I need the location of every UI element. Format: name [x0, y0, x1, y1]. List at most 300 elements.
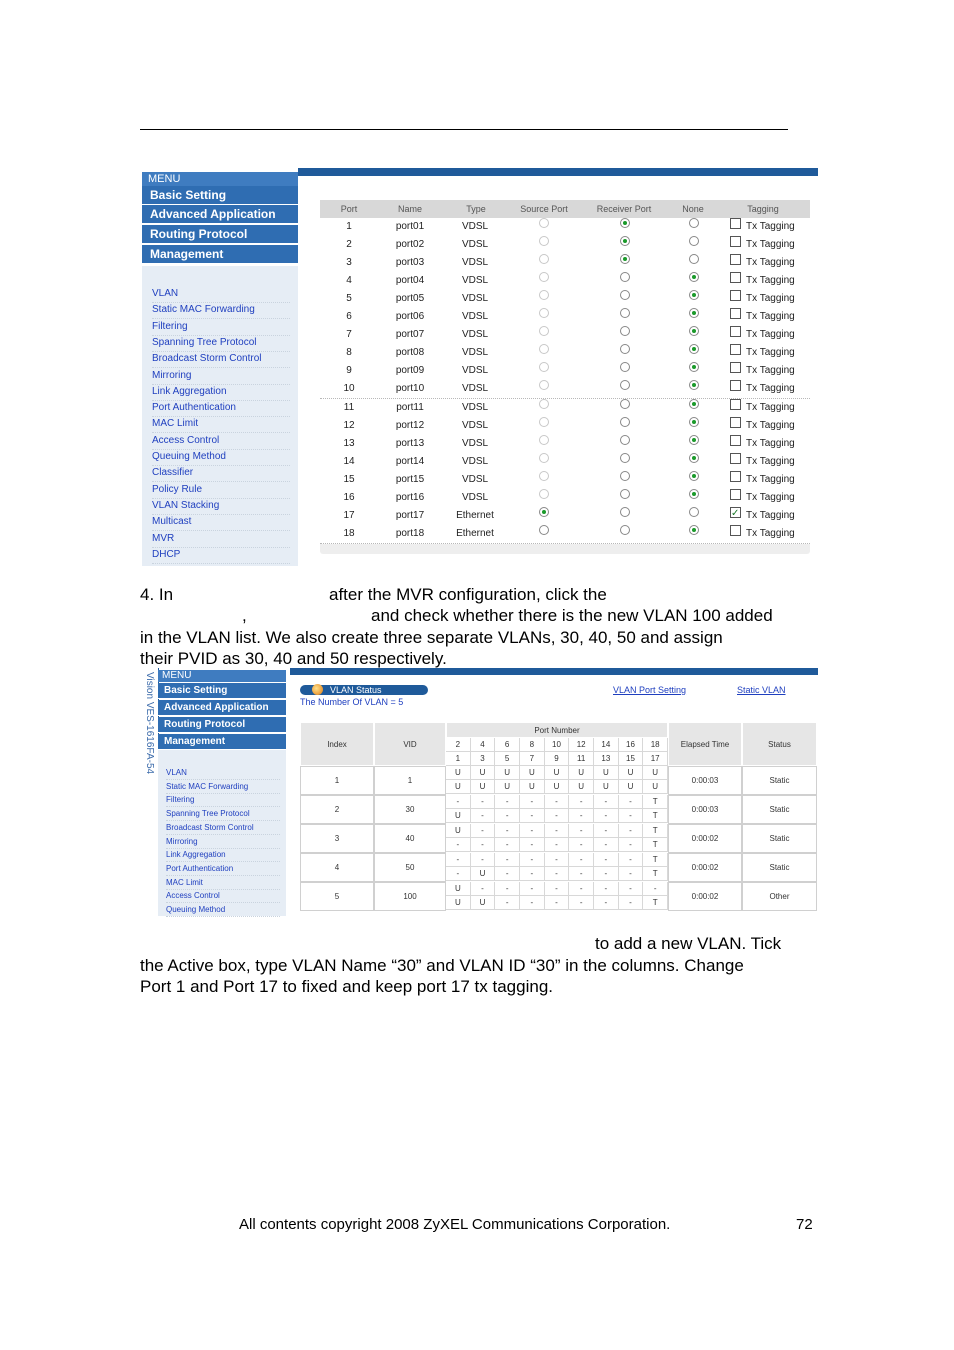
source-port-radio[interactable]: [539, 417, 549, 427]
port-name: port16: [395, 491, 425, 503]
col-status: Status: [742, 722, 817, 766]
port-membership: U: [520, 780, 545, 794]
tx-tagging-checkbox[interactable]: [730, 362, 741, 373]
port-membership: -: [520, 824, 545, 838]
port-type: VDSL: [461, 329, 489, 341]
port-membership: -: [594, 882, 619, 896]
menu-link[interactable]: VLAN Stacking: [152, 498, 290, 515]
port-header-top: 14: [594, 738, 619, 752]
tx-tagging-checkbox[interactable]: [730, 254, 741, 265]
tx-tagging-label: Tx Tagging: [746, 365, 795, 377]
port-membership: -: [569, 838, 594, 852]
port-membership: -: [446, 838, 471, 852]
menu-link[interactable]: Port Authentication: [152, 400, 290, 417]
port-membership: -: [446, 795, 471, 809]
port-membership: -: [545, 882, 570, 896]
menu-link[interactable]: Classifier: [152, 465, 290, 482]
table-row: [320, 272, 810, 291]
menu-link[interactable]: Queuing Method: [152, 449, 290, 466]
port-membership: -: [545, 838, 570, 852]
menu-link[interactable]: Queuing Method: [166, 903, 280, 917]
port-type: VDSL: [461, 383, 489, 395]
port-membership: -: [545, 795, 570, 809]
port-membership: -: [594, 824, 619, 838]
port-membership: -: [619, 838, 644, 852]
menu-link[interactable]: Multicast: [152, 514, 290, 531]
receiver-port-radio[interactable]: [620, 272, 630, 282]
table-row: [320, 507, 810, 526]
none-radio[interactable]: [689, 308, 699, 318]
port-membership: U: [569, 780, 594, 794]
port-name: port03: [395, 257, 425, 269]
port-number: 4: [346, 275, 352, 287]
port-membership: -: [495, 896, 520, 910]
none-radio[interactable]: [689, 362, 699, 372]
menu-management[interactable]: Management: [142, 245, 298, 264]
none-radio[interactable]: [689, 380, 699, 390]
port-membership: -: [619, 809, 644, 823]
menu-link[interactable]: Port Authentication: [166, 862, 280, 876]
menu-link[interactable]: Mirroring: [152, 368, 290, 385]
port-header-bottom: 15: [619, 752, 644, 766]
receiver-port-radio[interactable]: [620, 507, 630, 517]
port-number: 18: [343, 527, 355, 539]
port-membership: -: [520, 896, 545, 910]
source-port-radio[interactable]: [539, 218, 549, 228]
vlan-elapsed-time: 0:00:02: [668, 824, 742, 853]
receiver-port-radio[interactable]: [620, 308, 630, 318]
vlan-vid: 1: [374, 766, 446, 795]
port-number: 6: [346, 311, 352, 323]
port-type: VDSL: [461, 239, 489, 251]
port-header-top: 12: [569, 738, 594, 752]
menu-link[interactable]: Filtering: [166, 793, 280, 807]
menu-link[interactable]: DHCP: [152, 547, 290, 564]
port-number: 12: [343, 419, 355, 431]
port-type: VDSL: [461, 257, 489, 269]
table-row: [320, 254, 810, 273]
port-name: port05: [395, 293, 425, 305]
source-port-radio[interactable]: [539, 489, 549, 499]
none-radio[interactable]: [689, 236, 699, 246]
menu-link[interactable]: Static MAC Forwarding: [152, 302, 290, 319]
port-header-top: 16: [619, 738, 644, 752]
port-membership: U: [594, 766, 619, 780]
tx-tagging-checkbox[interactable]: [730, 435, 741, 446]
vlan-port-setting-link[interactable]: VLAN Port Setting: [613, 685, 687, 695]
col-port: Port: [340, 204, 358, 214]
port-membership: -: [520, 809, 545, 823]
menu-link[interactable]: Access Control: [166, 889, 280, 903]
none-radio[interactable]: [689, 344, 699, 354]
port-number: 1: [346, 221, 352, 232]
table-row: [320, 453, 810, 472]
col-source-port: Source Port: [520, 204, 568, 214]
port-type: VDSL: [461, 221, 489, 232]
receiver-port-radio[interactable]: [620, 489, 630, 499]
port-number: 16: [343, 491, 355, 503]
vlan-elapsed-time: 0:00:02: [668, 882, 742, 911]
none-radio[interactable]: [689, 399, 699, 409]
col-index: Index: [300, 722, 374, 766]
receiver-port-radio[interactable]: [620, 471, 630, 481]
menu-advanced-application[interactable]: Advanced Application: [158, 700, 286, 716]
port-header-bottom: 7: [520, 752, 545, 766]
port-membership: U: [569, 766, 594, 780]
menu-title: MENU: [142, 172, 298, 186]
step4-line4: their PVID as 30, 40 and 50 respectively.: [140, 649, 447, 668]
port-membership: U: [643, 780, 668, 794]
port-membership: U: [446, 766, 471, 780]
step5-line3: Port 1 and Port 17 to fixed and keep port 17 tx tagging.: [140, 977, 553, 996]
port-membership: -: [619, 882, 644, 896]
table-row: [320, 308, 810, 327]
port-number: 5: [346, 293, 352, 305]
mvr-config-screenshot: [142, 168, 818, 564]
tx-tagging-checkbox[interactable]: [730, 272, 741, 283]
source-port-radio[interactable]: [539, 326, 549, 336]
port-name: port08: [395, 347, 425, 359]
tx-tagging-checkbox[interactable]: [730, 453, 741, 464]
receiver-port-radio[interactable]: [620, 399, 630, 409]
side-menu: [158, 668, 286, 916]
port-header-bottom: 11: [569, 752, 594, 766]
tx-tagging-label: Tx Tagging: [746, 509, 795, 521]
none-radio[interactable]: [689, 525, 699, 535]
port-membership: -: [619, 853, 644, 867]
receiver-port-radio[interactable]: [620, 453, 630, 463]
port-membership: U: [495, 766, 520, 780]
vlan-index: 1: [300, 766, 374, 795]
table-header: [320, 200, 810, 218]
tx-tagging-checkbox[interactable]: [730, 326, 741, 337]
col-name: Name: [397, 204, 422, 214]
menu-link[interactable]: Mirroring: [166, 835, 280, 849]
port-membership: -: [520, 853, 545, 867]
vlan-status: Static: [742, 853, 817, 882]
mvr-port-table: [320, 200, 810, 554]
port-membership: -: [471, 824, 496, 838]
vlan-count: The Number Of VLAN = 5: [300, 697, 404, 707]
menu-basic-setting[interactable]: Basic Setting: [158, 683, 286, 699]
none-radio[interactable]: [689, 254, 699, 264]
port-type: VDSL: [461, 491, 489, 503]
tx-tagging-checkbox[interactable]: [730, 236, 741, 247]
source-port-radio[interactable]: [539, 507, 549, 517]
menu-link[interactable]: Spanning Tree Protocol: [152, 335, 290, 352]
col-elapsed-time: Elapsed Time: [668, 722, 742, 766]
port-membership: -: [471, 809, 496, 823]
source-port-radio[interactable]: [539, 380, 549, 390]
port-number: 2: [346, 239, 352, 251]
col-type: Type: [466, 204, 486, 214]
tx-tagging-label: Tx Tagging: [746, 473, 795, 485]
receiver-port-radio[interactable]: [620, 362, 630, 372]
menu-link[interactable]: MAC Limit: [152, 416, 290, 433]
port-membership: T: [643, 838, 668, 852]
port-membership: T: [643, 809, 668, 823]
port-membership: T: [643, 867, 668, 881]
source-port-radio[interactable]: [539, 435, 549, 445]
menu-link[interactable]: Static MAC Forwarding: [166, 780, 280, 794]
port-header-bottom: 1: [446, 752, 471, 766]
port-membership: -: [569, 795, 594, 809]
port-membership: U: [545, 766, 570, 780]
col-tagging: Tagging: [747, 204, 779, 214]
none-radio[interactable]: [689, 507, 699, 517]
port-type: Ethernet: [456, 509, 494, 521]
port-membership: -: [594, 867, 619, 881]
vlan-status-screenshot: [142, 668, 818, 916]
static-vlan-link[interactable]: Static VLAN: [737, 685, 786, 695]
port-type: VDSL: [461, 419, 489, 431]
tx-tagging-label: Tx Tagging: [746, 239, 795, 251]
tx-tagging-label: Tx Tagging: [746, 221, 795, 232]
port-name: port13: [395, 437, 425, 449]
source-port-radio[interactable]: [539, 362, 549, 372]
port-header-top: 2: [446, 738, 471, 752]
source-port-radio[interactable]: [539, 308, 549, 318]
port-membership: -: [594, 853, 619, 867]
menu-link[interactable]: MVR: [152, 531, 290, 548]
vlan-vid: 100: [374, 882, 446, 911]
port-type: VDSL: [461, 401, 489, 413]
menu-link[interactable]: Policy Rule: [152, 482, 290, 499]
receiver-port-radio[interactable]: [620, 254, 630, 264]
port-membership: -: [471, 853, 496, 867]
menu-link[interactable]: VLAN: [166, 766, 280, 780]
tx-tagging-checkbox[interactable]: [730, 525, 741, 536]
receiver-port-radio[interactable]: [620, 236, 630, 246]
port-membership: T: [643, 853, 668, 867]
source-port-radio[interactable]: [539, 290, 549, 300]
port-number: 8: [346, 347, 352, 359]
port-membership: -: [569, 896, 594, 910]
port-membership: -: [569, 824, 594, 838]
port-membership: U: [545, 780, 570, 794]
port-membership: -: [471, 882, 496, 896]
port-number: 17: [343, 509, 355, 521]
none-radio[interactable]: [689, 489, 699, 499]
menu-link[interactable]: MAC Limit: [166, 876, 280, 890]
port-type: VDSL: [461, 311, 489, 323]
none-radio[interactable]: [689, 417, 699, 427]
port-membership: U: [471, 896, 496, 910]
menu-advanced-application[interactable]: Advanced Application: [142, 205, 298, 224]
vlan-index: 5: [300, 882, 374, 911]
menu-basic-setting[interactable]: Basic Setting: [142, 186, 298, 205]
port-membership: -: [643, 882, 668, 896]
vlan-status: Static: [742, 824, 817, 853]
receiver-port-radio[interactable]: [620, 326, 630, 336]
port-number: 10: [343, 383, 355, 395]
menu-link[interactable]: VLAN: [152, 286, 290, 303]
tx-tagging-checkbox[interactable]: [730, 344, 741, 355]
vlan-status: Static: [742, 795, 817, 824]
port-header-top: 6: [495, 738, 520, 752]
port-membership: -: [520, 882, 545, 896]
menu-link[interactable]: Link Aggregation: [152, 384, 290, 401]
receiver-port-radio[interactable]: [620, 525, 630, 535]
port-membership: -: [471, 795, 496, 809]
table-row: [320, 471, 810, 490]
port-type: VDSL: [461, 473, 489, 485]
none-radio[interactable]: [689, 453, 699, 463]
source-port-radio[interactable]: [539, 453, 549, 463]
tx-tagging-checkbox[interactable]: [730, 507, 741, 518]
port-type: VDSL: [461, 293, 489, 305]
step4-line1b: after the MVR configuration, click the: [329, 585, 607, 604]
none-radio[interactable]: [689, 290, 699, 300]
col-port-number: Port Number: [446, 722, 668, 738]
port-type: VDSL: [461, 275, 489, 287]
menu-link[interactable]: Broadcast Storm Control: [166, 821, 280, 835]
port-number: 3: [346, 257, 352, 269]
port-membership: -: [495, 809, 520, 823]
vlan-status-title: VLAN Status: [300, 685, 428, 695]
port-header-bottom: 9: [545, 752, 570, 766]
receiver-port-radio[interactable]: [620, 417, 630, 427]
port-number: 7: [346, 329, 352, 341]
tx-tagging-label: Tx Tagging: [746, 455, 795, 467]
port-number: 15: [343, 473, 355, 485]
port-membership: -: [569, 867, 594, 881]
vlan-vid: 50: [374, 853, 446, 882]
port-membership: -: [569, 809, 594, 823]
port-name: port01: [395, 221, 425, 232]
port-name: port11: [396, 401, 424, 413]
port-membership: -: [545, 809, 570, 823]
port-membership: -: [619, 896, 644, 910]
tx-tagging-checkbox[interactable]: [730, 471, 741, 482]
tx-tagging-label: Tx Tagging: [746, 275, 795, 287]
none-radio[interactable]: [689, 435, 699, 445]
port-name: port14: [395, 455, 425, 467]
port-name: port02: [395, 239, 425, 251]
port-membership: -: [545, 824, 570, 838]
tx-tagging-checkbox[interactable]: [730, 489, 741, 500]
port-membership: -: [569, 882, 594, 896]
menu-link[interactable]: Link Aggregation: [166, 848, 280, 862]
port-membership: U: [446, 809, 471, 823]
port-membership: U: [446, 896, 471, 910]
tx-tagging-checkbox[interactable]: [730, 399, 741, 410]
receiver-port-radio[interactable]: [620, 290, 630, 300]
source-port-radio[interactable]: [539, 236, 549, 246]
menu-routing-protocol[interactable]: Routing Protocol: [142, 225, 298, 244]
vision-sidebar: Vision VES-1616FA-54: [142, 668, 159, 916]
menu-routing-protocol[interactable]: Routing Protocol: [158, 717, 286, 733]
tx-tagging-checkbox[interactable]: [730, 290, 741, 301]
port-name: port06: [395, 311, 425, 323]
receiver-port-radio[interactable]: [620, 380, 630, 390]
menu-link[interactable]: Access Control: [152, 433, 290, 450]
port-number: 14: [343, 455, 355, 467]
none-radio[interactable]: [689, 326, 699, 336]
port-type: VDSL: [461, 455, 489, 467]
port-name: port09: [395, 365, 425, 377]
tx-tagging-checkbox[interactable]: [730, 308, 741, 319]
receiver-port-radio[interactable]: [620, 344, 630, 354]
source-port-radio[interactable]: [539, 471, 549, 481]
footer-copyright: All contents copyright 2008 ZyXEL Communications Corporation.: [239, 1216, 671, 1233]
status-orb-icon: [312, 684, 323, 695]
port-membership: -: [446, 853, 471, 867]
source-port-radio[interactable]: [539, 272, 549, 282]
source-port-radio[interactable]: [539, 344, 549, 354]
receiver-port-radio[interactable]: [620, 218, 630, 228]
port-membership: U: [619, 780, 644, 794]
tx-tagging-label: Tx Tagging: [746, 401, 795, 413]
port-membership: U: [446, 780, 471, 794]
port-type: VDSL: [461, 347, 489, 359]
port-number: 13: [343, 437, 355, 449]
port-membership: T: [643, 795, 668, 809]
tx-tagging-label: Tx Tagging: [746, 347, 795, 359]
source-port-radio[interactable]: [539, 399, 549, 409]
port-membership: -: [495, 838, 520, 852]
menu-link[interactable]: Spanning Tree Protocol: [166, 807, 280, 821]
port-membership: -: [520, 838, 545, 852]
vlan-index: 2: [300, 795, 374, 824]
menu-link[interactable]: Broadcast Storm Control: [152, 351, 290, 368]
port-header-bottom: 5: [495, 752, 520, 766]
tx-tagging-checkbox[interactable]: [730, 218, 741, 229]
port-name: port04: [395, 275, 425, 287]
table-row: [320, 344, 810, 363]
menu-management[interactable]: Management: [158, 734, 286, 750]
port-membership: -: [594, 896, 619, 910]
vlan-index: 4: [300, 853, 374, 882]
source-port-radio[interactable]: [539, 525, 549, 535]
table-row: [320, 380, 810, 399]
port-type: VDSL: [461, 437, 489, 449]
table-row: [320, 218, 810, 237]
none-radio[interactable]: [689, 471, 699, 481]
port-name: port15: [395, 473, 425, 485]
receiver-port-radio[interactable]: [620, 435, 630, 445]
none-radio[interactable]: [689, 272, 699, 282]
port-membership: -: [594, 809, 619, 823]
tx-tagging-label: Tx Tagging: [746, 491, 795, 503]
none-radio[interactable]: [689, 218, 699, 228]
vlan-elapsed-time: 0:00:03: [668, 795, 742, 824]
top-rule: [140, 129, 788, 130]
port-name: port17: [395, 509, 425, 521]
menu-title: MENU: [158, 670, 286, 682]
port-membership: -: [520, 795, 545, 809]
port-membership: -: [495, 867, 520, 881]
port-membership: U: [520, 766, 545, 780]
port-header-top: 10: [545, 738, 570, 752]
port-header-top: 18: [643, 738, 668, 752]
port-number: 9: [346, 365, 352, 377]
menu-link[interactable]: Filtering: [152, 319, 290, 336]
port-membership: -: [446, 867, 471, 881]
page-number: 72: [796, 1216, 813, 1233]
vlan-status-table: [300, 722, 817, 912]
source-port-radio[interactable]: [539, 254, 549, 264]
port-name: port07: [395, 329, 425, 341]
tx-tagging-checkbox[interactable]: [730, 380, 741, 391]
port-membership: U: [495, 780, 520, 794]
step4-line3: in the VLAN list. We also create three separate VLANs, 30, 40, 50 and assign: [140, 628, 723, 647]
port-membership: U: [471, 780, 496, 794]
tx-tagging-checkbox[interactable]: [730, 417, 741, 428]
port-membership: U: [446, 824, 471, 838]
tx-tagging-label: Tx Tagging: [746, 527, 795, 539]
port-header-bottom: 13: [594, 752, 619, 766]
